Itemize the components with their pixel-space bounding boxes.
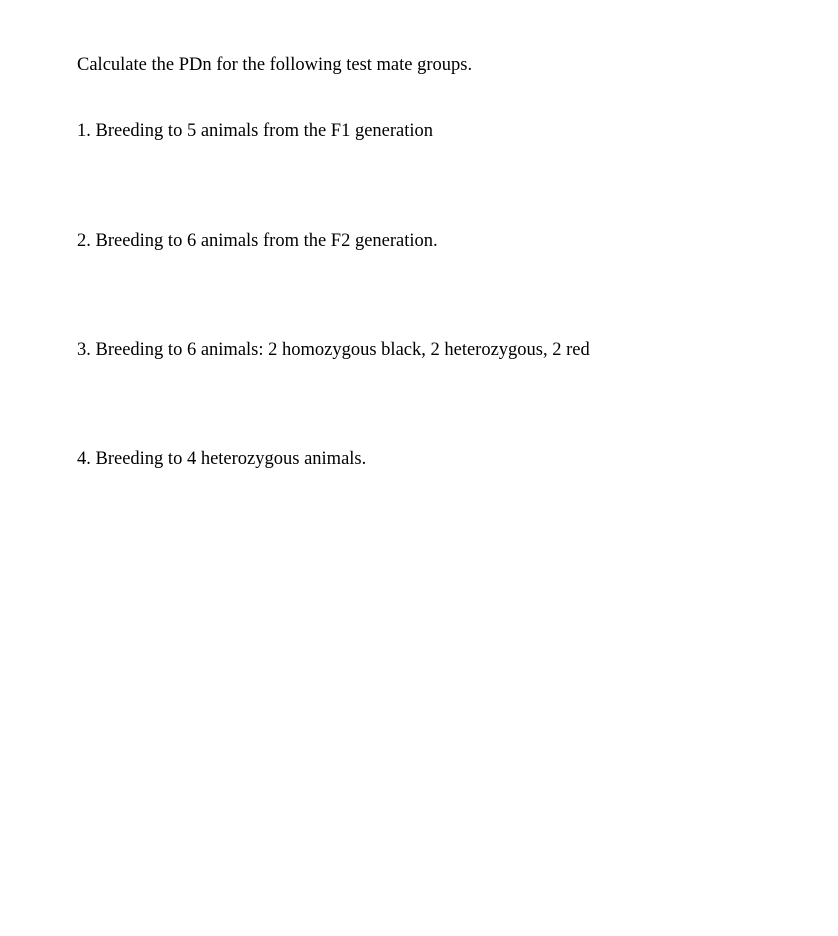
- question-2: 2. Breeding to 6 animals from the F2 generation.: [77, 231, 438, 251]
- instruction-text: Calculate the PDn for the following test mate groups.: [77, 55, 473, 75]
- question-3: 3. Breeding to 6 animals: 2 homozygous black, 2 heterozygous, 2 red: [77, 340, 590, 360]
- question-1: 1. Breeding to 5 animals from the F1 generation: [77, 121, 434, 141]
- question-4: 4. Breeding to 4 heterozygous animals.: [77, 449, 367, 469]
